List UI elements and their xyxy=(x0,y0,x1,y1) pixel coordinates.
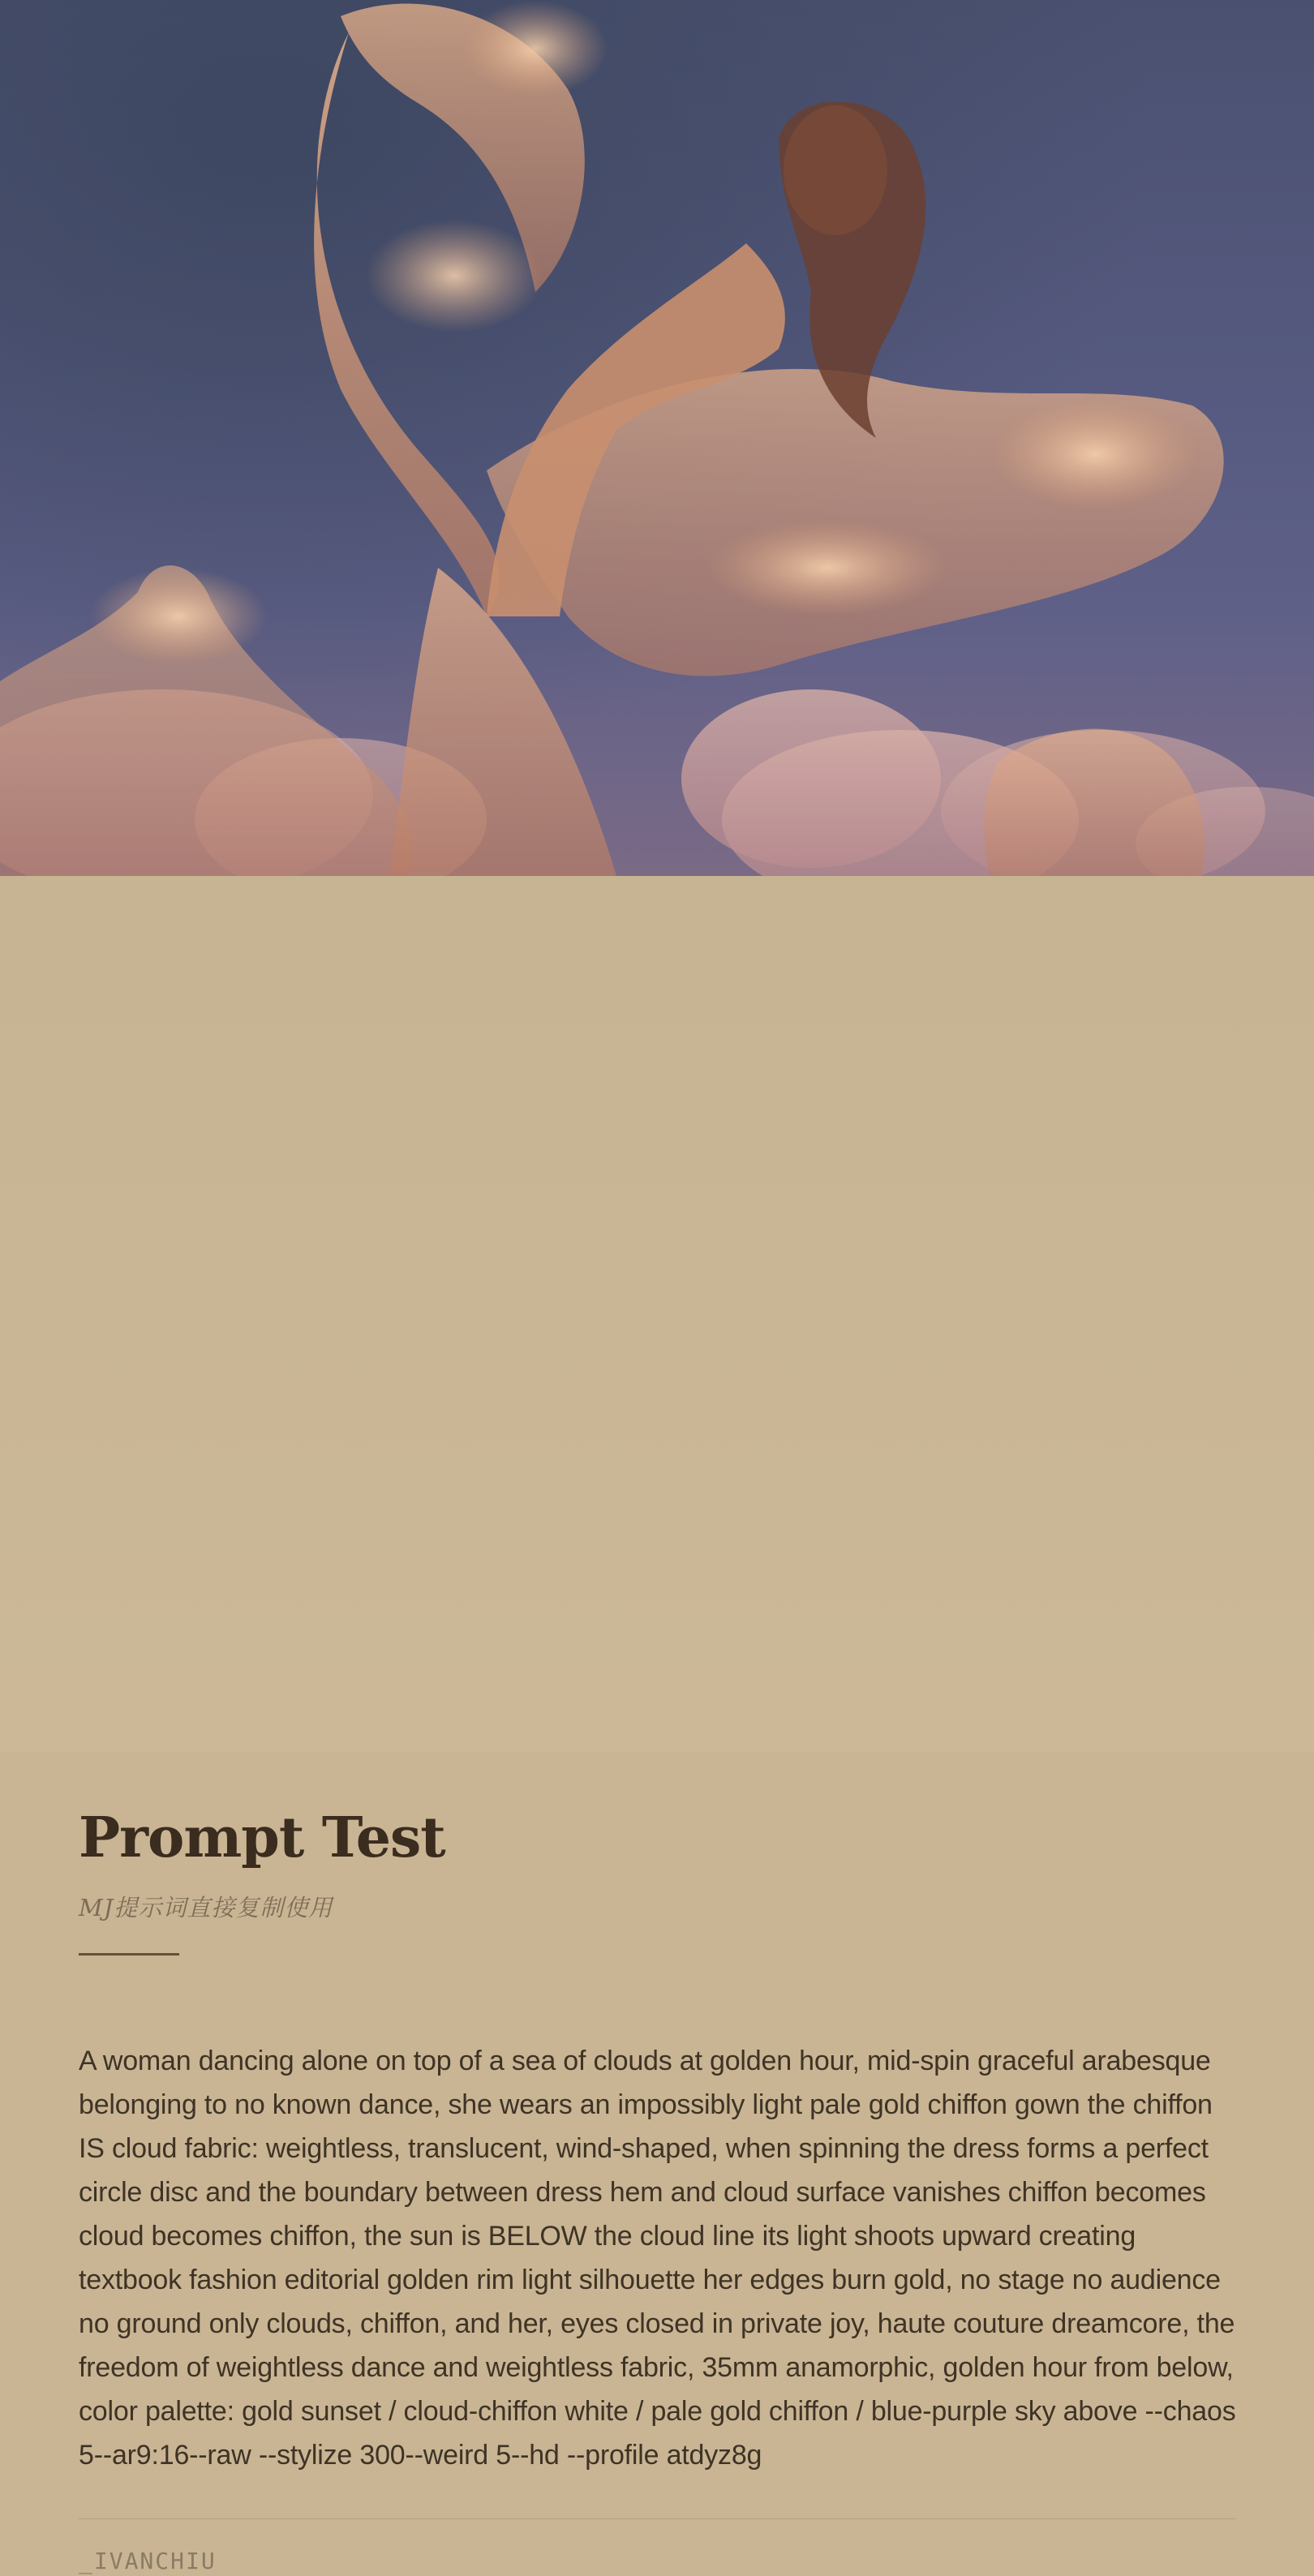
page-title: Prompt Test xyxy=(79,1805,445,1870)
footer-divider xyxy=(79,2518,1235,2519)
author-signature: _IVANCHIU xyxy=(79,2548,217,2574)
subtitle: MJ提示词直接复制使用 xyxy=(79,1894,333,1921)
prompt-text[interactable]: A woman dancing alone on top of a sea of clouds at golden hour, mid-spin graceful arabesque belonging to no known dance, she wears an impossibly light pale gold chiffon gown the chiffon IS cloud fabric: weightless, translucent, wind-shaped, when spinning the dress forms a perfect circle disc and the boundary between dress hem and cloud surface vanishes chiffon becomes cloud becomes chiffon, the sun is BELOW the cloud line its light shoots upward creating textbook fashion editorial golden rim light silhouette her edges burn gold, no stage no audience no ground only clouds, chiffon, and her, eyes closed in private joy, haute couture dreamcore, the freedom of weightless dance and weightless fabric, 35mm anamorphic, golden hour from below, color palette: gold sunset / cloud-chiffon white / pale gold chiffon / blue-purple sky above --chaos 5--ar9:16--raw --stylize 300--weird 5--hd --profile atdyz8g xyxy=(79,2046,1236,2471)
accent-divider xyxy=(79,1953,179,1956)
hero-illustration xyxy=(0,0,1314,876)
hero-image xyxy=(0,0,1314,876)
prompt-card xyxy=(0,876,1314,2574)
